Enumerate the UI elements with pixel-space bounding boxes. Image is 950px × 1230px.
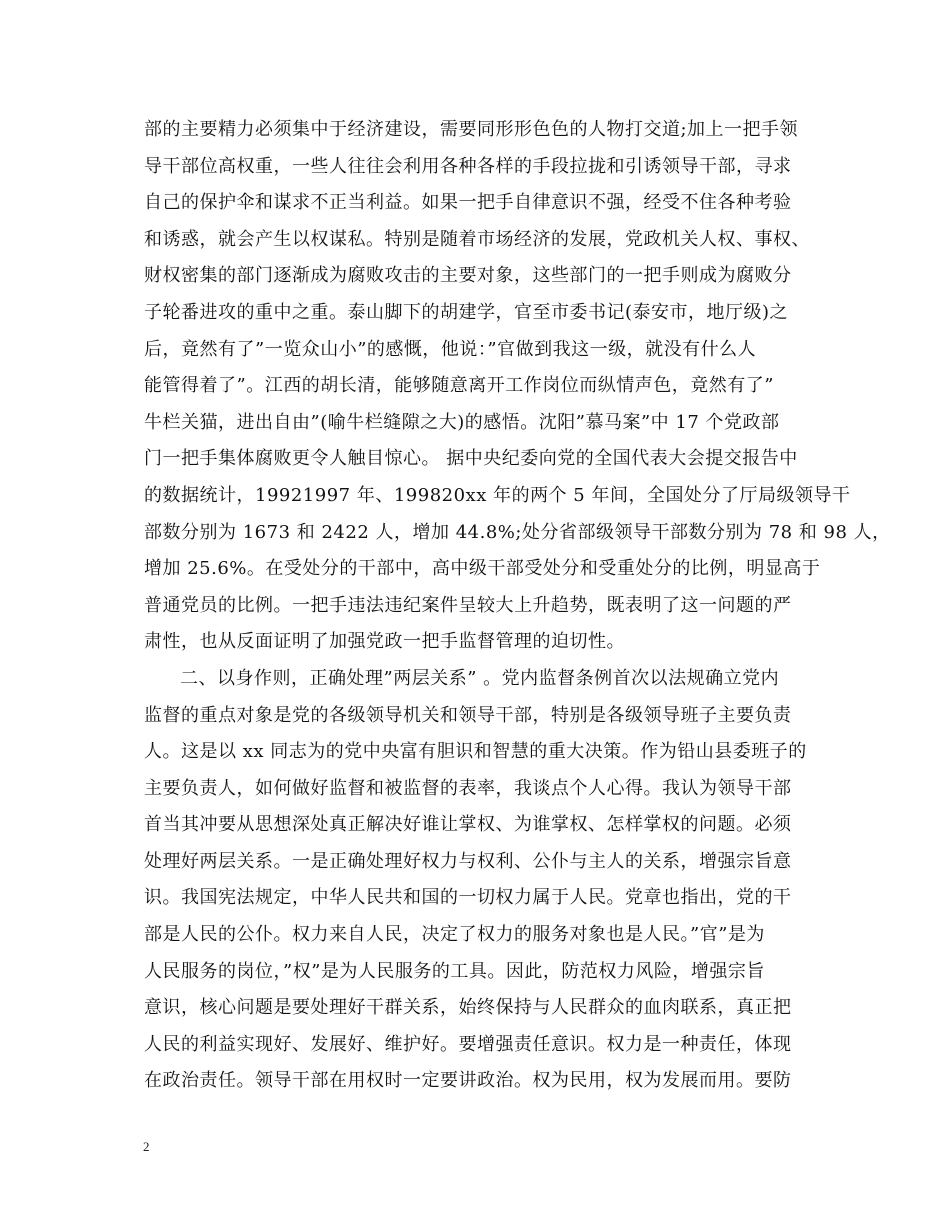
text-line-22: 识。我国宪法规定，中华人民共和国的一切权力属于人民。党章也指出，党的干 [144,887,792,909]
text-line-4: 和诱惑，就会产生以权谋私。特别是随着市场经济的发展，党政机关人权、事权、 [144,228,810,250]
text-line-15: 肃性，也从反面证明了加强党政一把手监督管理的迫切性。 [144,631,625,653]
text-line-12: 部数分别为 1673 和 2422 人，增加 44.8%;处分省部级领导干部数分别为 78 和 98 人， [144,521,891,543]
text-line-18: 人。这是以 xx 同志为的党中央富有胆识和智慧的重大决策。作为铅山县委班子的 [144,741,807,763]
text-line-6: 子轮番进攻的重中之重。泰山脚下的胡建学，官至市委书记(泰安市，地厅级)之 [144,301,789,323]
text-line-5: 财权密集的部门逐渐成为腐败攻击的主要对象，这些部门的一把手则成为腐败分 [144,265,792,287]
text-line-10: 门一把手集体腐败更令人触目惊心。 据中央纪委向党的全国代表大会提交报告中 [144,448,798,470]
text-line-23: 部是人民的公仆。权力来自人民，决定了权力的服务对象也是人民。”官”是为 [144,924,765,946]
text-line-19: 主要负责人，如何做好监督和被监督的表率，我谈点个人心得。我认为领导干部 [144,777,792,799]
text-line-27: 在政治责任。领导干部在用权时一定要讲政治。权为民用，权为发展而用。要防 [144,1070,792,1092]
text-line-7: 后，竟然有了”一览众山小”的感慨，他说：”官做到我这一级，就没有什么人 [144,338,757,360]
text-line-11: 的数据统计，19921997 年、199820xx 年的两个 5 年间，全国处分了厅局级领导干 [144,484,851,506]
text-line-9: 牛栏关猫，进出自由”(喻牛栏缝隙之大)的感悟。沈阳”慕马案”中 17 个党政部 [144,411,780,433]
text-line-1: 部的主要精力必须集中于经济建设，需要同形形色色的人物打交道;加上一把手领 [144,119,799,140]
text-line-24: 人民服务的岗位，”权”是为人民服务的工具。因此，防范权力风险，增强宗旨 [144,960,765,982]
document-body [144,112,891,1100]
text-line-20: 首当其冲要从思想深处真正解决好谁让掌权、为谁掌权、怎样掌权的问题。必须 [144,814,792,836]
page-number: 2 [143,1139,150,1154]
text-line-17: 监督的重点对象是党的各级领导机关和领导干部，特别是各级领导班子主要负责 [144,704,792,726]
text-line-25: 意识，核心问题是要处理好干群关系，始终保持与人民群众的血肉联系，真正把 [144,997,792,1019]
text-line-3: 自己的保护伞和谋求不正当利益。如果一把手自律意识不强，经受不住各种考验 [144,192,792,214]
text-line-26: 人民的利益实现好、发展好、维护好。要增强责任意识。权力是一种责任，体现 [144,1033,792,1055]
text-line-13: 增加 25.6%。在受处分的干部中，高中级干部受处分和受重处分的比例，明显高于 [144,558,821,580]
text-line-14: 普通党员的比例。一把手违法违纪案件呈较大上升趋势，既表明了这一问题的严 [144,594,792,616]
text-line-21: 处理好两层关系。一是正确处理好权力与权利、公仆与主人的关系，增强宗旨意 [144,850,792,872]
text-line-16: 二、以身作则，正确处理”两层关系” 。党内监督条例首次以法规确立党内 [180,667,780,689]
text-line-2: 导干部位高权重，一些人往往会利用各种各样的手段拉拢和引诱领导干部，寻求 [144,155,792,177]
text-line-8: 能管得着了”。江西的胡长清，能够随意离开工作岗位而纵情声色，竟然有了” [144,375,774,397]
